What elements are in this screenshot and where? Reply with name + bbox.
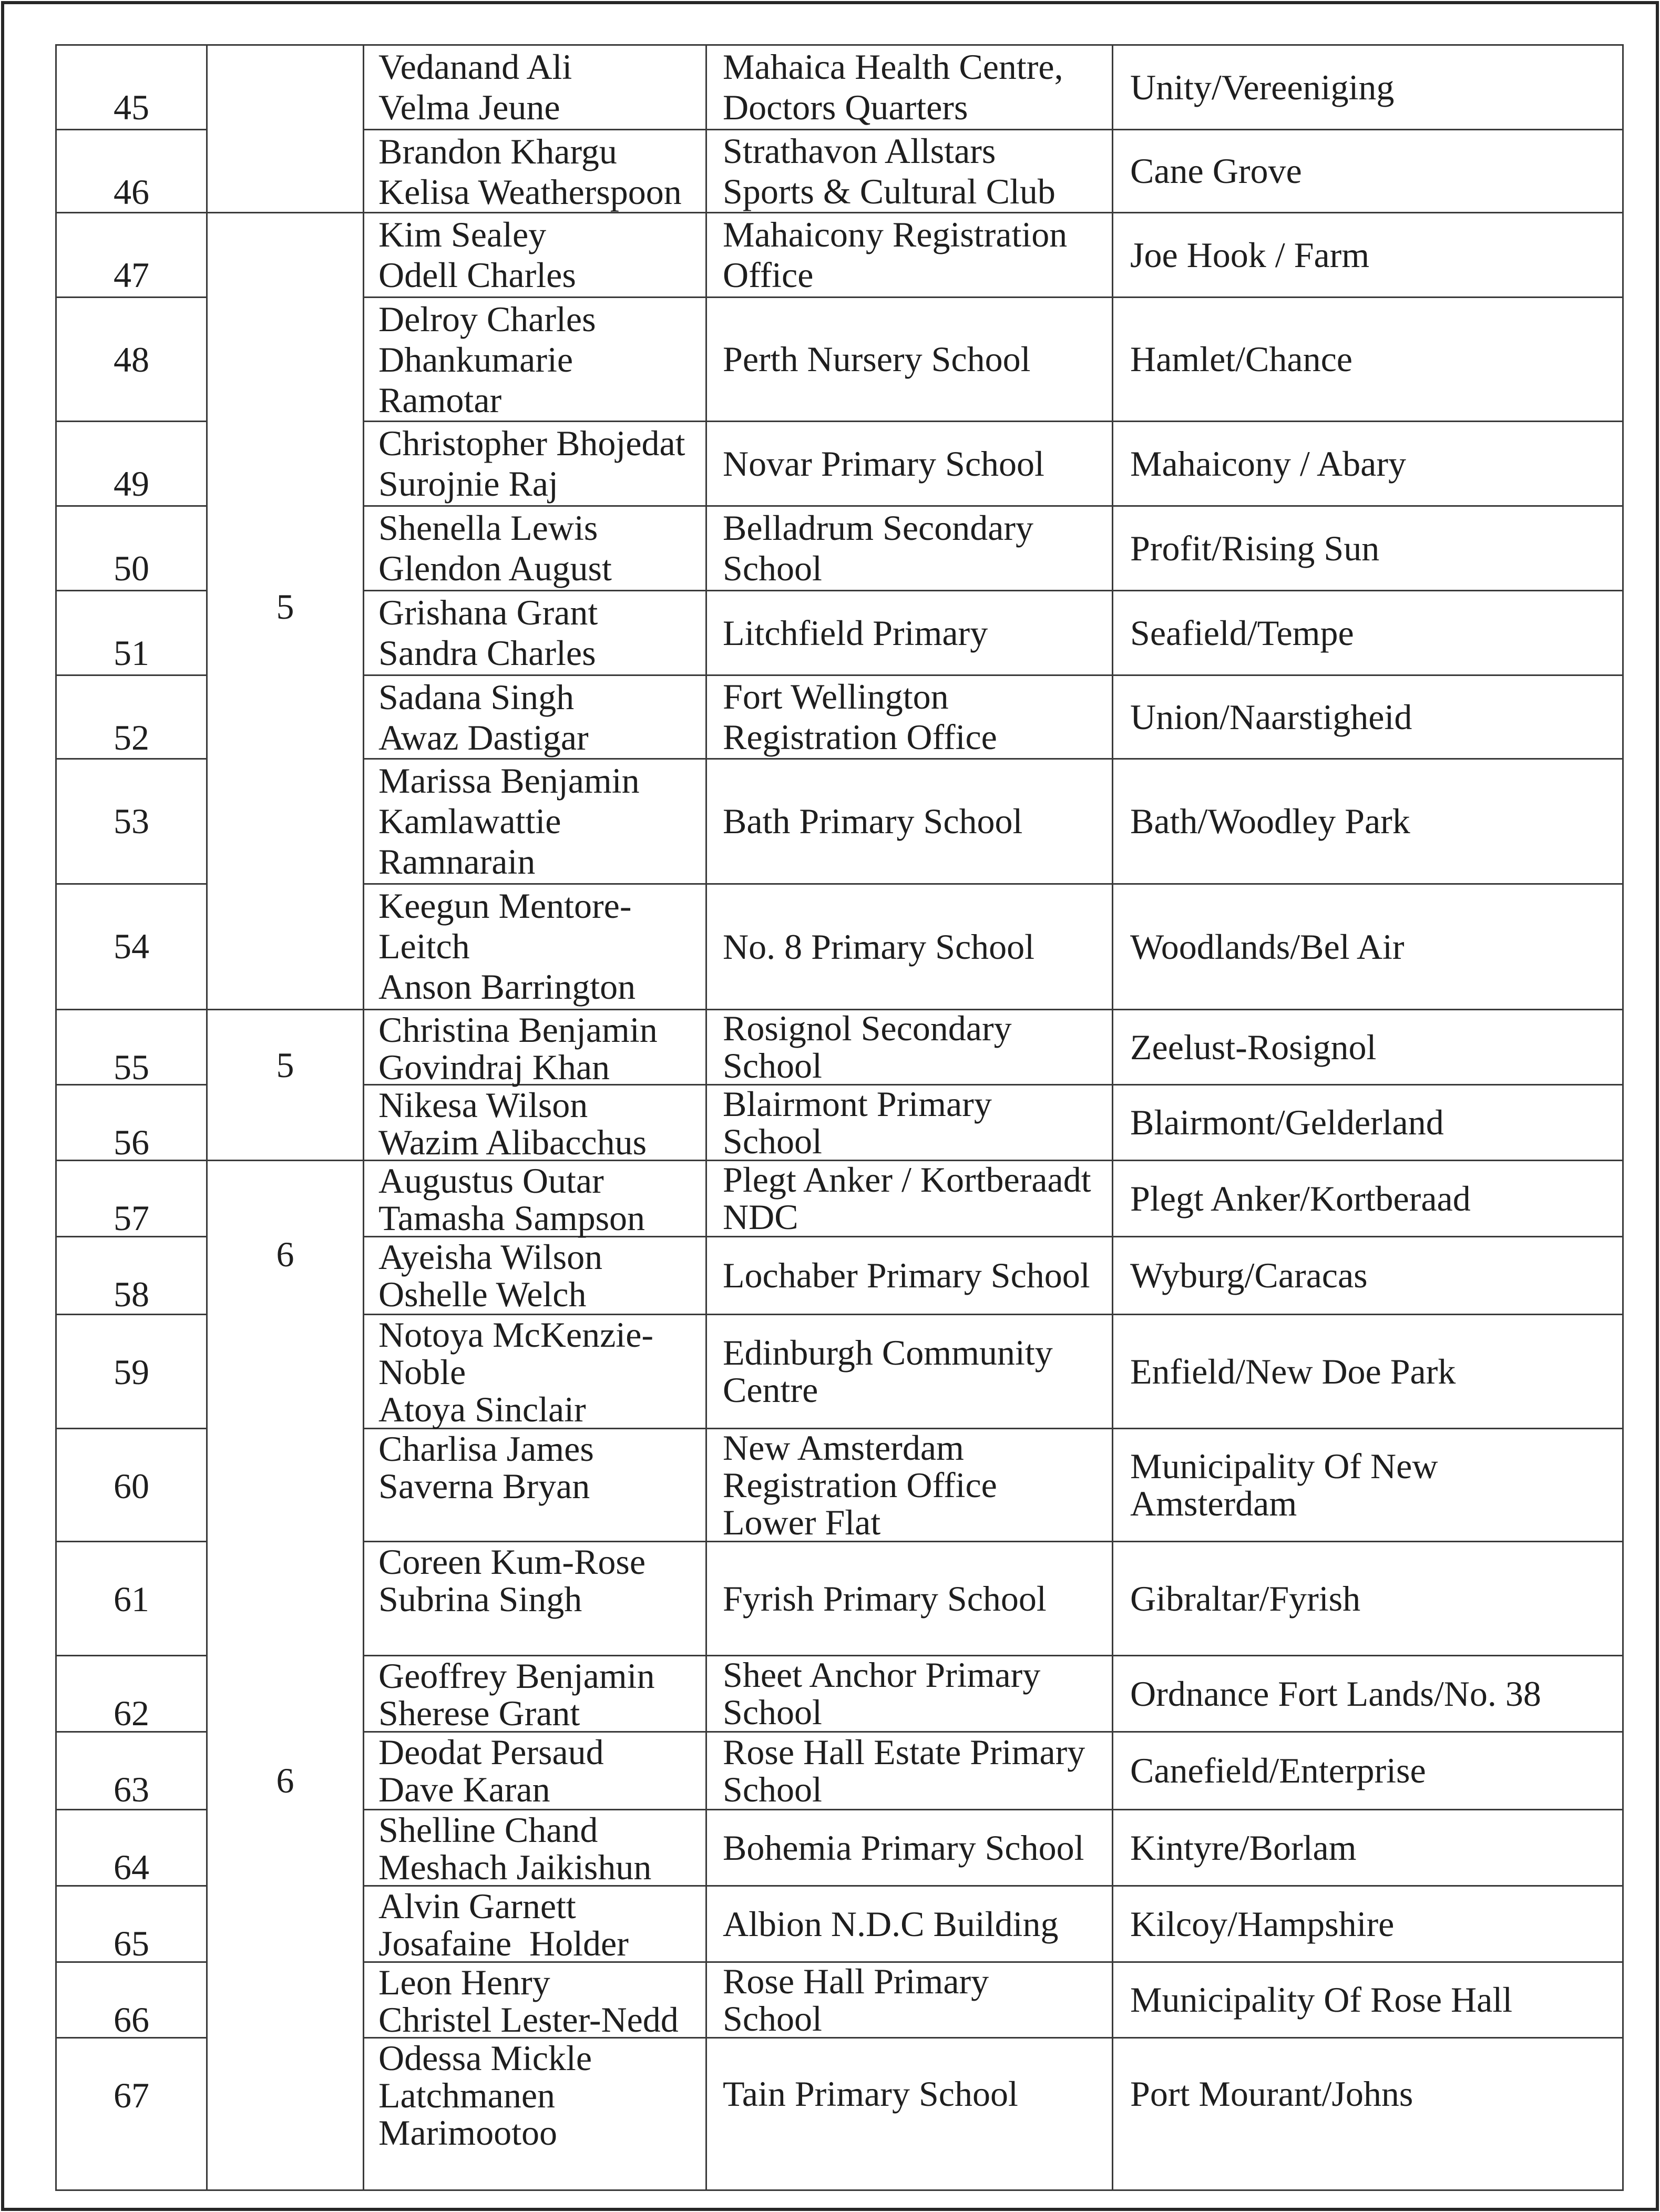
names-cell <box>364 760 707 885</box>
location-cell <box>707 1161 1113 1237</box>
region-cell <box>208 1161 364 2191</box>
names-cell <box>364 2039 707 2191</box>
location-cell <box>707 1315 1113 1429</box>
region-label: 5 <box>276 587 294 627</box>
name-line: Nikesa Wilson <box>378 1085 588 1125</box>
area-line: Wyburg/Caracas <box>1130 1255 1368 1295</box>
location-cell <box>707 298 1113 422</box>
polling-number-cell <box>57 422 208 507</box>
name-line: Ramotar <box>378 380 502 420</box>
area-cell <box>1113 1656 1624 1733</box>
name-line: Delroy Charles <box>378 299 596 339</box>
name-line: Odessa Mickle <box>378 2038 592 2078</box>
name-line: Shelline Chand <box>378 1810 598 1850</box>
polling-number: 59 <box>114 1352 149 1392</box>
name-line: Leitch <box>378 926 470 966</box>
name-line: Noble <box>378 1352 466 1392</box>
area-cell <box>1113 1315 1624 1429</box>
location-line: School <box>723 1769 822 1809</box>
names-cell <box>364 46 707 130</box>
location-cell <box>707 422 1113 507</box>
area-cell <box>1113 1733 1624 1810</box>
polling-number-cell <box>57 213 208 298</box>
names-cell <box>364 422 707 507</box>
name-line: Oshelle Welch <box>378 1274 587 1314</box>
polling-number-cell <box>57 46 208 130</box>
area-line: Seafield/Tempe <box>1130 612 1354 653</box>
area-line: Mahaicony / Abary <box>1130 443 1406 484</box>
location-line: Registration Office <box>723 717 997 757</box>
area-cell <box>1113 760 1624 885</box>
name-line: Dhankumarie <box>378 340 573 380</box>
name-line: Awaz Dastigar <box>378 718 589 757</box>
names-cell <box>364 1963 707 2039</box>
region-label: 5 <box>276 1045 294 1085</box>
region-cell <box>208 213 364 1010</box>
name-line: Augustus Outar <box>378 1161 604 1201</box>
area-cell <box>1113 885 1624 1010</box>
area-cell <box>1113 591 1624 676</box>
polling-number-cell <box>57 760 208 885</box>
area-line: Plegt Anker/Kortberaad <box>1130 1178 1471 1218</box>
location-line: Rose Hall Primary <box>723 1961 989 2001</box>
area-cell <box>1113 1161 1624 1237</box>
location-line: School <box>723 548 822 588</box>
area-line: Canefield/Enterprise <box>1130 1750 1426 1790</box>
name-line: Marimootoo <box>378 2113 557 2153</box>
area-line: Kintyre/Borlam <box>1130 1827 1357 1868</box>
area-cell <box>1113 507 1624 591</box>
polling-number-cell <box>57 1237 208 1315</box>
location-line: Centre <box>723 1370 818 1410</box>
name-line: Geoffrey Benjamin <box>378 1656 655 1696</box>
area-cell <box>1113 676 1624 760</box>
polling-number: 60 <box>114 1466 149 1506</box>
name-line: Surojnie Raj <box>378 464 558 504</box>
names-cell <box>364 1085 707 1161</box>
region-label: 6 <box>276 1234 294 1274</box>
location-line: Tain Primary School <box>723 2074 1018 2114</box>
polling-number: 50 <box>114 548 149 588</box>
area-line: Bath/Woodley Park <box>1130 801 1410 841</box>
name-line: Ramnarain <box>378 842 536 882</box>
polling-number-cell <box>57 1085 208 1161</box>
area-line: Amsterdam <box>1130 1483 1297 1523</box>
name-line: Josafaine Holder <box>378 1923 629 1963</box>
area-cell <box>1113 46 1624 130</box>
polling-number: 55 <box>114 1047 149 1087</box>
name-line: Christopher Bhojedat <box>378 423 685 463</box>
location-line: Bath Primary School <box>723 801 1023 841</box>
location-cell <box>707 2039 1113 2191</box>
area-cell <box>1113 1542 1624 1656</box>
name-line: Velma Jeune <box>378 87 560 127</box>
location-cell <box>707 760 1113 885</box>
area-cell <box>1113 1085 1624 1161</box>
polling-number: 48 <box>114 340 149 380</box>
name-line: Tamasha Sampson <box>378 1198 645 1238</box>
names-cell <box>364 298 707 422</box>
name-line: Leon Henry <box>378 1962 550 2002</box>
name-line: Christina Benjamin <box>378 1010 658 1050</box>
polling-number: 47 <box>114 255 149 295</box>
area-line: Union/Naarstigheid <box>1130 697 1412 737</box>
name-line: Sandra Charles <box>378 633 596 673</box>
location-line: Office <box>723 255 814 295</box>
polling-number-cell <box>57 1542 208 1656</box>
name-line: Atoya Sinclair <box>378 1389 586 1429</box>
location-cell <box>707 885 1113 1010</box>
location-cell <box>707 130 1113 213</box>
location-cell <box>707 676 1113 760</box>
location-line: Doctors Quarters <box>723 87 968 127</box>
area-line: Woodlands/Bel Air <box>1130 926 1405 967</box>
area-cell <box>1113 298 1624 422</box>
area-line: Joe Hook / Farm <box>1130 234 1370 275</box>
location-cell <box>707 591 1113 676</box>
area-line: Zeelust-Rosignol <box>1130 1027 1377 1067</box>
names-cell <box>364 1656 707 1733</box>
name-line: Sadana Singh <box>378 677 575 717</box>
name-line: Grishana Grant <box>378 592 598 632</box>
region-label: 6 <box>276 1760 294 1800</box>
polling-number-cell <box>57 1656 208 1733</box>
polling-number-cell <box>57 1887 208 1963</box>
area-line: Hamlet/Chance <box>1130 339 1352 379</box>
location-line: Plegt Anker / Kortberaadt <box>723 1160 1091 1200</box>
polling-number-cell <box>57 1810 208 1887</box>
polling-number-cell <box>57 507 208 591</box>
polling-number: 51 <box>114 633 149 673</box>
names-cell <box>364 591 707 676</box>
area-cell <box>1113 213 1624 298</box>
polling-station-table <box>55 44 1624 2191</box>
location-cell <box>707 46 1113 130</box>
location-line: Mahaica Health Centre, <box>723 47 1063 87</box>
names-cell <box>364 1810 707 1887</box>
names-cell <box>364 676 707 760</box>
location-cell <box>707 1656 1113 1733</box>
polling-number-cell <box>57 885 208 1010</box>
polling-number-cell <box>57 591 208 676</box>
location-cell <box>707 1963 1113 2039</box>
region-cell <box>208 46 364 213</box>
name-line: Anson Barrington <box>378 967 636 1007</box>
names-cell <box>364 1237 707 1315</box>
location-line: Albion N.D.C Building <box>723 1903 1059 1944</box>
area-line: Kilcoy/Hampshire <box>1130 1903 1395 1944</box>
location-cell <box>707 507 1113 591</box>
names-cell <box>364 130 707 213</box>
name-line: Latchmanen <box>378 2075 556 2115</box>
name-line: Shenella Lewis <box>378 508 598 548</box>
location-cell <box>707 1887 1113 1963</box>
location-line: Blairmont Primary <box>723 1083 992 1124</box>
polling-number-cell <box>57 1963 208 2039</box>
polling-number-cell <box>57 676 208 760</box>
location-line: Lower Flat <box>723 1502 881 1542</box>
location-cell <box>707 1542 1113 1656</box>
location-line: Registration Office <box>723 1465 997 1505</box>
location-line: NDC <box>723 1197 798 1237</box>
location-line: Strathavon Allstars <box>723 130 996 171</box>
name-line: Vedanand Ali <box>378 47 572 87</box>
area-line: Port Mourant/Johns <box>1130 2074 1413 2114</box>
area-line: Enfield/New Doe Park <box>1130 1351 1456 1391</box>
names-cell <box>364 885 707 1010</box>
polling-number: 67 <box>114 2075 149 2115</box>
location-line: Fort Wellington <box>723 677 949 716</box>
location-cell <box>707 1733 1113 1810</box>
area-cell <box>1113 1810 1624 1887</box>
polling-number: 54 <box>114 926 149 966</box>
name-line: Notoya McKenzie- <box>378 1315 654 1355</box>
name-line: Keegun Mentore- <box>378 886 632 926</box>
area-line: Gibraltar/Fyrish <box>1130 1578 1361 1619</box>
polling-number-cell <box>57 1010 208 1085</box>
location-line: Lochaber Primary School <box>723 1255 1090 1295</box>
location-line: School <box>723 1121 822 1161</box>
location-cell <box>707 1010 1113 1085</box>
name-line: Subrina Singh <box>378 1579 582 1619</box>
polling-number: 58 <box>114 1274 149 1314</box>
names-cell <box>364 507 707 591</box>
location-line: Fyrish Primary School <box>723 1578 1047 1619</box>
area-line: Profit/Rising Sun <box>1130 528 1380 568</box>
name-line: Marissa Benjamin <box>378 761 640 801</box>
location-line: Novar Primary School <box>723 443 1044 484</box>
location-line: Perth Nursery School <box>723 339 1031 379</box>
location-line: Bohemia Primary School <box>723 1827 1084 1868</box>
area-cell <box>1113 1887 1624 1963</box>
area-line: Blairmont/Gelderland <box>1130 1102 1444 1142</box>
polling-number-cell <box>57 1315 208 1429</box>
location-cell <box>707 1810 1113 1887</box>
area-cell <box>1113 1963 1624 2039</box>
polling-number-cell <box>57 298 208 422</box>
location-line: No. 8 Primary School <box>723 926 1035 967</box>
area-line: Cane Grove <box>1130 151 1302 191</box>
area-line: Unity/Vereeniging <box>1130 67 1395 107</box>
location-line: School <box>723 1046 822 1085</box>
name-line: Sherese Grant <box>378 1693 580 1733</box>
location-line: Belladrum Secondary <box>723 508 1034 548</box>
name-line: Wazim Alibacchus <box>378 1122 647 1162</box>
area-cell <box>1113 1010 1624 1085</box>
polling-number: 52 <box>114 718 149 757</box>
names-cell <box>364 1542 707 1656</box>
location-line: New Amsterdam <box>723 1427 964 1468</box>
name-line: Ayeisha Wilson <box>378 1237 603 1277</box>
names-cell <box>364 1010 707 1085</box>
polling-number-cell <box>57 1161 208 1237</box>
name-line: Saverna Bryan <box>378 1466 590 1506</box>
names-cell <box>364 213 707 298</box>
location-line: Sheet Anchor Primary <box>723 1655 1041 1695</box>
polling-number-cell <box>57 1733 208 1810</box>
location-line: Rose Hall Estate Primary <box>723 1732 1085 1772</box>
location-line: Edinburgh Community <box>723 1333 1053 1373</box>
names-cell <box>364 1887 707 1963</box>
names-cell <box>364 1161 707 1237</box>
name-line: Kim Sealey <box>378 214 547 254</box>
area-cell <box>1113 1237 1624 1315</box>
location-line: Litchfield Primary <box>723 612 988 653</box>
name-line: Coreen Kum-Rose <box>378 1542 646 1582</box>
area-cell <box>1113 422 1624 507</box>
name-line: Deodat Persaud <box>378 1732 604 1772</box>
name-line: Odell Charles <box>378 255 576 295</box>
polling-number: 57 <box>114 1198 149 1238</box>
names-cell <box>364 1733 707 1810</box>
polling-number: 64 <box>114 1847 149 1887</box>
names-cell <box>364 1315 707 1429</box>
location-cell <box>707 1085 1113 1161</box>
area-cell <box>1113 130 1624 213</box>
area-cell <box>1113 1429 1624 1542</box>
name-line: Govindraj Khan <box>378 1047 610 1087</box>
name-line: Charlisa James <box>378 1429 594 1469</box>
polling-number: 65 <box>114 1923 149 1963</box>
area-line: Municipality Of New <box>1130 1446 1438 1486</box>
name-line: Alvin Garnett <box>378 1886 576 1926</box>
name-line: Glendon August <box>378 548 612 588</box>
location-line: Mahaicony Registration <box>723 214 1068 254</box>
polling-number: 66 <box>114 2000 149 2040</box>
name-line: Meshach Jaikishun <box>378 1847 652 1887</box>
location-line: Sports & Cultural Club <box>723 171 1056 211</box>
location-cell <box>707 1429 1113 1542</box>
name-line: Kelisa Weatherspoon <box>378 172 682 212</box>
polling-number: 46 <box>114 172 149 212</box>
name-line: Brandon Khargu <box>378 131 617 171</box>
region-cell <box>208 1010 364 1161</box>
polling-number-cell <box>57 130 208 213</box>
area-line: Ordnance Fort Lands/No. 38 <box>1130 1673 1541 1714</box>
polling-number: 63 <box>114 1769 149 1809</box>
polling-number: 62 <box>114 1693 149 1733</box>
name-line: Dave Karan <box>378 1769 550 1809</box>
polling-number: 49 <box>114 464 149 504</box>
name-line: Christel Lester-Nedd <box>378 2000 679 2040</box>
location-line: School <box>723 1692 822 1732</box>
location-line: School <box>723 1998 822 2039</box>
polling-number: 53 <box>114 801 149 841</box>
location-line: Rosignol Secondary <box>723 1008 1012 1048</box>
location-cell <box>707 213 1113 298</box>
area-line: Municipality Of Rose Hall <box>1130 1980 1513 2020</box>
polling-number: 56 <box>114 1122 149 1162</box>
location-cell <box>707 1237 1113 1315</box>
names-cell <box>364 1429 707 1542</box>
name-line: Kamlawattie <box>378 801 561 841</box>
polling-number-cell <box>57 2039 208 2191</box>
area-cell <box>1113 2039 1624 2191</box>
polling-number-cell <box>57 1429 208 1542</box>
polling-number: 61 <box>114 1579 149 1619</box>
polling-number: 45 <box>114 87 149 127</box>
